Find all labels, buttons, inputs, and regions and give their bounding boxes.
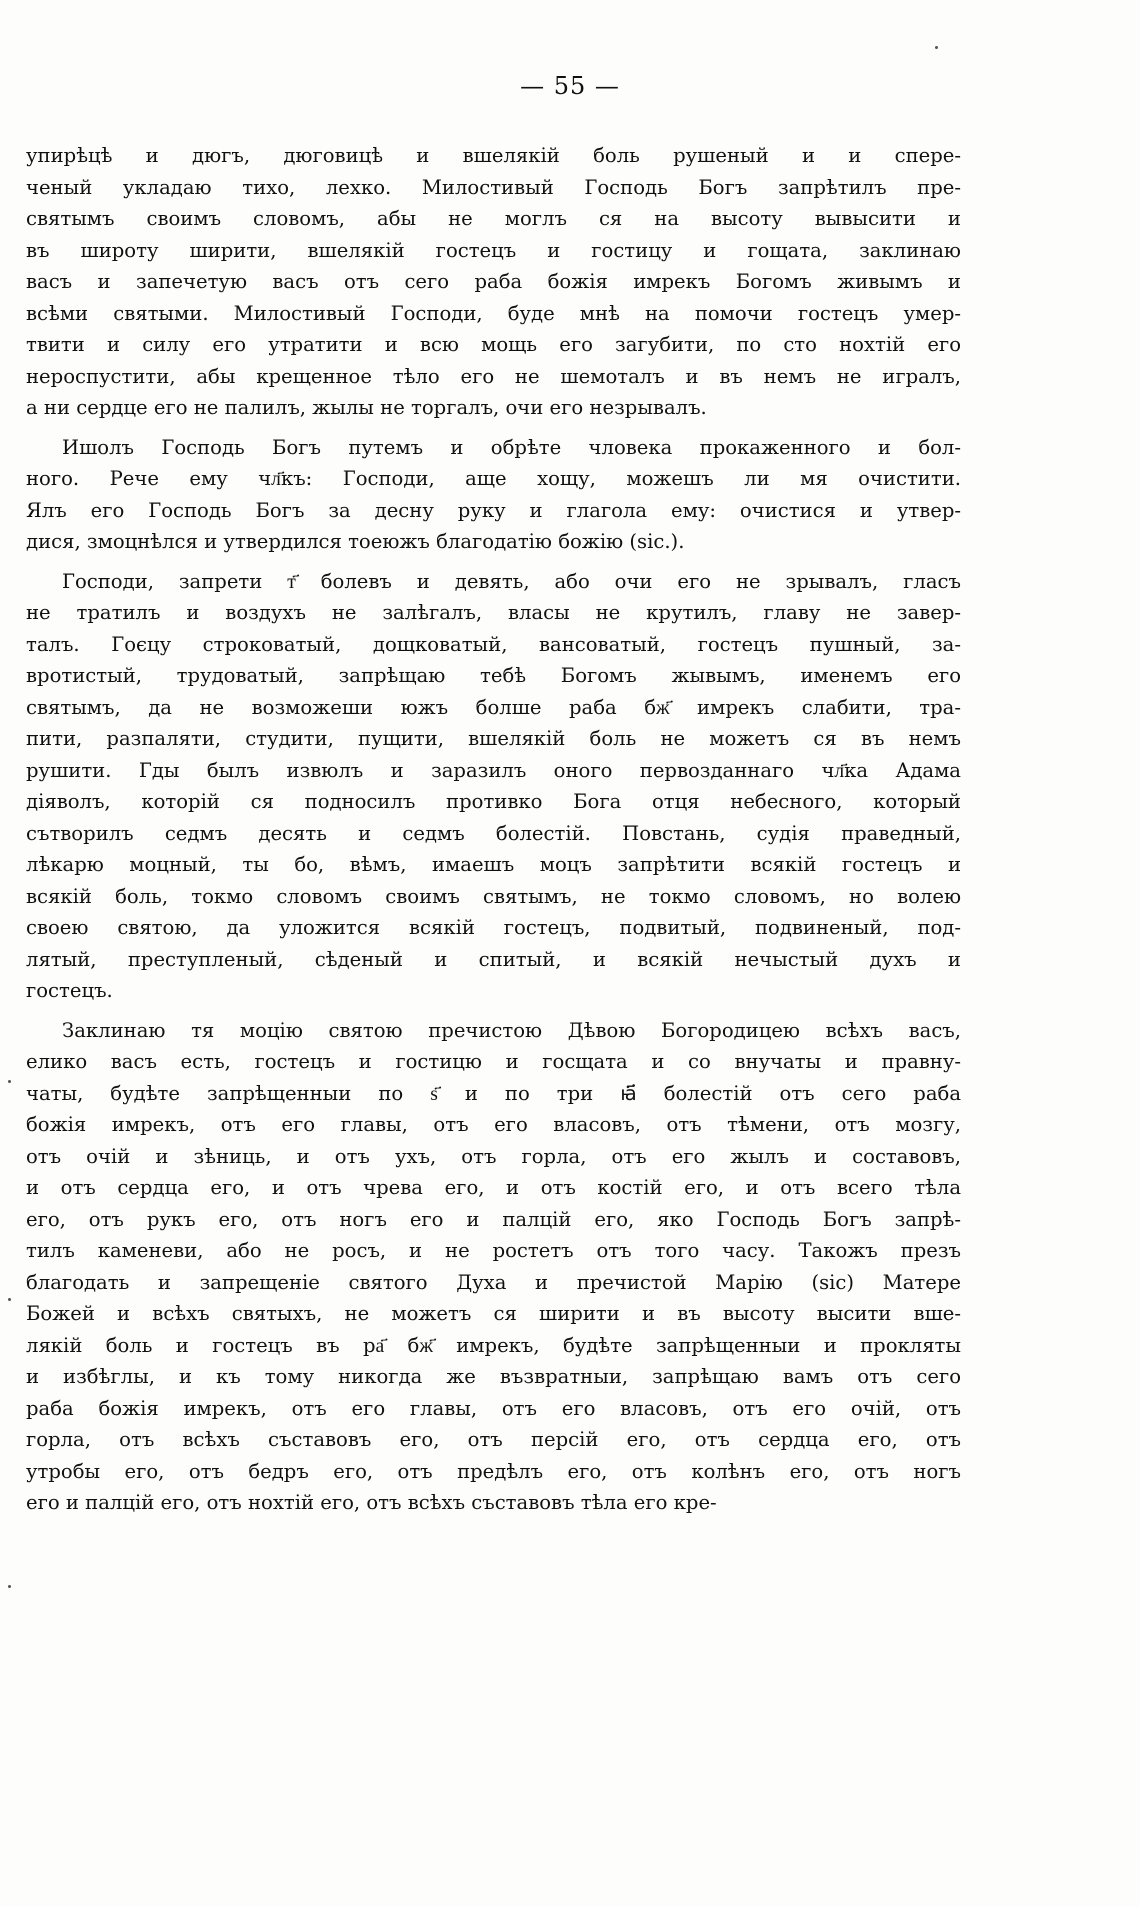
scan-speck [935,46,938,49]
text-line: тилъ каменеви, або не росъ, и не ростетъ отъ того часу. Такожъ презъ [26,1239,961,1262]
text-line: и избѣглы, и къ тому никогда же възвратныи, запрѣщаю вамъ отъ сего [26,1365,961,1388]
text-line: діяволъ, которій ся подносилъ противко Бога отця небесного, который [26,790,961,813]
body-text [26,140,961,1527]
text-line: сътворилъ седмъ десять и седмъ болестій. Повстань, судія праведный, [26,821,961,845]
text-line: лѣкарю моцный, ты бо, вѣмъ, имаешъ моцъ запрѣтити всякій гостецъ и [26,853,961,876]
text-line: всѣми святыми. Милостивый Господи, буде мнѣ на помочи гостецъ умер- [26,301,961,325]
text-line: талъ. Гоєцу строковатый, дощковатый, вансоватый, гостецъ пушный, за- [26,632,961,656]
text-line: а ни сердце его не палилъ, жылы не торгалъ, очи его незрывалъ. [26,396,707,419]
text-line: святымъ, да не возможеши южъ болше раба бж҃ имрекъ слабити, тра- [26,695,961,719]
text-line: нероспустити, абы крещенное тѣло его не шемоталъ и въ немъ не игралъ, [26,364,961,388]
text-line: васъ и запечетую васъ отъ сего раба божія имрекъ Богомъ живымъ и [26,270,961,293]
text-line: его, отъ рукъ его, отъ ногъ его и палцій его, яко Господь Богъ запрѣ- [26,1207,961,1231]
text-line: Ишолъ Господь Богъ путемъ и обрѣте чловека прокаженного и бол- [62,435,961,459]
text-line: гостецъ. [26,979,113,1002]
text-line: елико васъ есть, гостецъ и гостицю и госщата и со внучаты и правну- [26,1050,961,1073]
text-line: пити, разпаляти, студити, пущити, вшелякій боль не можетъ ся въ немъ [26,727,961,750]
paragraph-1 [26,140,961,424]
text-line: вротистый, трудоватый, запрѣщаю тебѣ Богомъ жывымъ, именемъ его [26,664,961,687]
text-line: горла, отъ всѣхъ съставовъ его, отъ персій его, отъ сердца его, отъ [26,1428,961,1451]
scan-speck [8,1585,11,1588]
text-line: Божей и всѣхъ святыхъ, не можетъ ся ширити и въ высоту высити вше- [26,1302,961,1325]
text-line: ного. Рече ему чл҃къ: Господи, аще хощу, можешъ ли мя очистити. [26,467,961,490]
paragraph-3 [26,566,961,1007]
text-line: раба божія имрекъ, отъ его главы, отъ его власовъ, отъ его очій, отъ [26,1396,961,1420]
text-line: не тратилъ и воздухъ не залѣгалъ, власы не крутилъ, главу не завер- [26,601,961,624]
text-line: чаты, будѣте запрѣщенныи по ѕ҃ и по три ꙗ҃ болестій отъ сего раба [26,1081,961,1105]
text-line: благодать и запрещеніе святого Духа и пречистой Марію (sic) Матере [26,1270,961,1294]
text-line: лятый, преступленый, сѣденый и спитый, и всякій нечыстый духъ и [26,947,961,971]
scan-speck [8,1298,11,1301]
text-line: отъ очій и зѣниць, и отъ ухъ, отъ горла, отъ его жылъ и составовъ, [26,1144,961,1168]
text-line: утробы его, отъ бедръ его, отъ предѣлъ его, отъ колѣнъ его, отъ ногъ [26,1459,961,1483]
text-line: и отъ сердца его, и отъ чрева его, и отъ костій его, и отъ всего тѣла [26,1176,961,1199]
paragraph-2 [26,432,961,558]
text-line: божія имрекъ, отъ его главы, отъ его власовъ, отъ тѣмени, отъ мозгу, [26,1113,961,1136]
paragraph-4 [26,1015,961,1519]
text-line: его и палцій его, отъ нохтій его, отъ всѣхъ съставовъ тѣла его кре- [26,1491,717,1514]
text-line: Ялъ его Господь Богъ за десну руку и глагола ему: очистися и утвер- [26,498,961,522]
text-line: всякій боль, токмо словомъ своимъ святымъ, не токмо словомъ, но волею [26,884,961,908]
text-line: Заклинаю тя моцію святою пречистою Дѣвою Богородицею всѣхъ васъ, [62,1018,961,1042]
text-line: ченый укладаю тихо, лехко. Милостивый Господь Богъ запрѣтилъ пре- [26,175,961,199]
text-line: святымъ своимъ словомъ, абы не моглъ ся на высоту вывысити и [26,207,961,230]
page-number: — 55 — [520,72,620,100]
text-line: твити и силу его утратити и всю мощь его загубити, по сто нохтій его [26,333,961,356]
text-line: своею святою, да уложится всякій гостецъ, подвитый, подвиненый, под- [26,916,961,939]
text-line: въ широту ширити, вшелякій гостецъ и гостицу и гощата, заклинаю [26,238,961,262]
text-line: рушити. Гды былъ извюлъ и заразилъ оного первозданнаго чл҃ка Адама [26,758,961,782]
text-line: Господи, запрети т҃ болевъ и девять, або очи его не зрывалъ, гласъ [62,569,961,593]
text-line: упирѣцѣ и дюгъ, дюговицѣ и вшелякій боль рушеный и и спере- [26,144,961,167]
text-line: дися, змоцнѣлся и утвердился тоеюжъ благодатію божію (sic.). [26,530,685,553]
text-line: лякій боль и гостецъ въ ра҃ бж҃ имрекъ, будѣте запрѣщенныи и прокляты [26,1333,961,1357]
scan-speck [8,1080,11,1083]
